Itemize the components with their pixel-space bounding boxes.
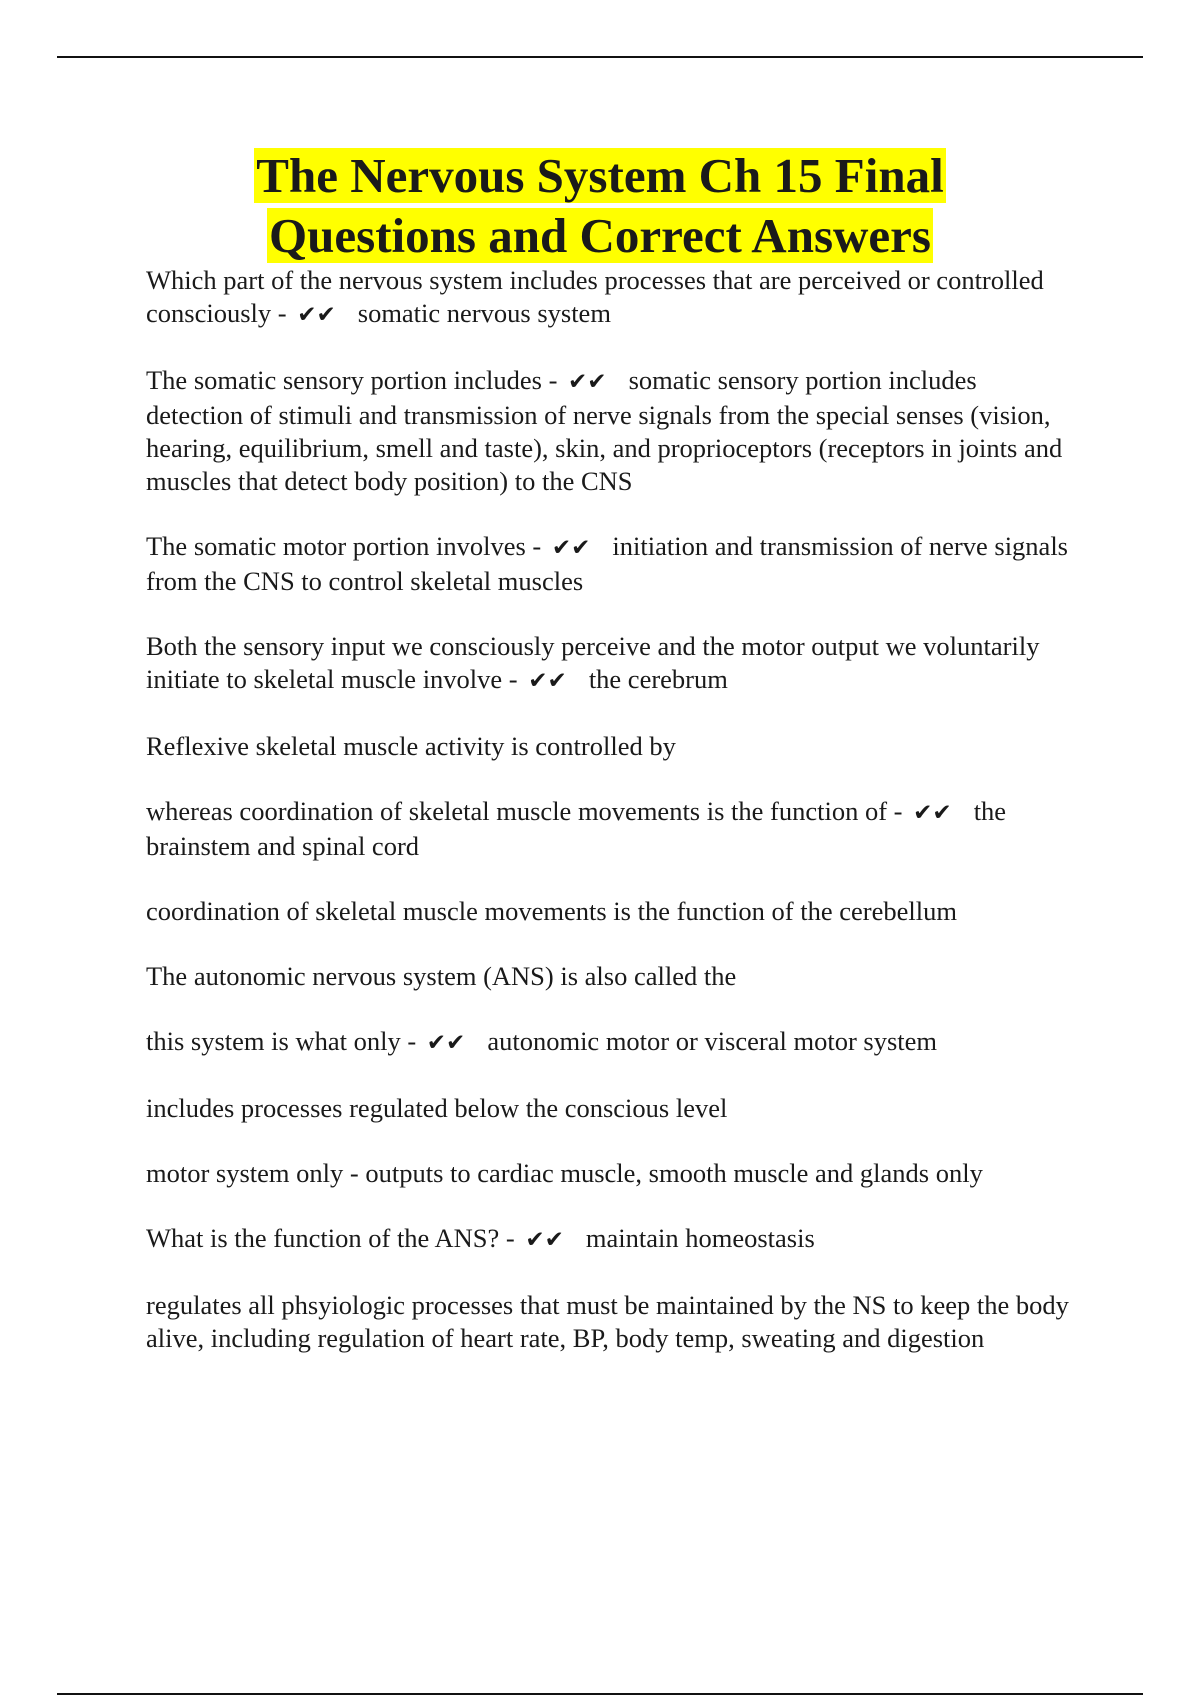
question-text: The somatic sensory portion includes - xyxy=(146,365,565,395)
question-text: whereas coordination of skeletal muscle movements is the function of - xyxy=(146,796,910,826)
qa-entry xyxy=(146,795,1076,863)
answer-text: the brainstem and spinal cord xyxy=(146,796,1007,861)
qa-entry xyxy=(146,264,1076,332)
answer-text: autonomic motor or visceral motor system xyxy=(487,1026,937,1056)
answer-text: somatic sensory portion includes detection of stimuli and transmission of nerve signals from the special senses (vision, hearing, equilibrium, smell and taste), skin, and proprioceptors (receptors in joints and muscles that detect body position) to the CNS xyxy=(146,365,1063,496)
question-text: this system is what only - xyxy=(146,1026,423,1056)
qa-entry xyxy=(146,1222,1076,1257)
qa-list xyxy=(146,264,1076,1387)
qa-entry-text: includes processes regulated below the conscious level xyxy=(146,1093,728,1123)
qa-entry xyxy=(146,1025,1076,1060)
question-text: The somatic motor portion involves - xyxy=(146,531,548,561)
answer-text: somatic nervous system xyxy=(357,298,611,328)
document-title xyxy=(100,146,1100,266)
title-line-1: The Nervous System Ch 15 Final xyxy=(256,148,944,203)
answer-text: initiation and transmission of nerve signals from the CNS to control skeletal muscles xyxy=(146,531,1068,596)
question-text: Both the sensory input we consciously perceive and the motor output we voluntarily initiate to skeletal muscle involve - xyxy=(146,631,1040,694)
bottom-rule xyxy=(57,1693,1143,1695)
answer-text: maintain homeostasis xyxy=(585,1223,815,1253)
qa-entry-text: The autonomic nervous system (ANS) is also called the xyxy=(146,961,737,991)
top-rule xyxy=(57,56,1143,58)
check-icon: ✔✔ xyxy=(525,1227,564,1253)
check-icon: ✔✔ xyxy=(297,302,336,328)
check-icon: ✔✔ xyxy=(528,668,567,694)
qa-entry xyxy=(146,530,1076,598)
qa-entry xyxy=(146,630,1076,698)
qa-entry-text: regulates all phsyiologic processes that must be maintained by the NS to keep the body alive, including regulation of heart rate, BP, body temp, sweating and digestion xyxy=(146,1290,1069,1353)
check-icon: ✔✔ xyxy=(568,369,607,395)
answer-text: the cerebrum xyxy=(588,664,728,694)
qa-entry-text: coordination of skeletal muscle movements is the function of the cerebellum xyxy=(146,896,957,926)
title-line-2: Questions and Correct Answers xyxy=(269,208,931,263)
qa-entry-text: Reflexive skeletal muscle activity is controlled by xyxy=(146,731,676,761)
qa-entry-text: motor system only - outputs to cardiac muscle, smooth muscle and glands only xyxy=(146,1158,983,1188)
qa-entry xyxy=(146,364,1076,498)
check-icon: ✔✔ xyxy=(551,535,591,561)
question-text: Which part of the nervous system includes processes that are perceived or controlled consciously - xyxy=(146,265,1044,328)
question-text: What is the function of the ANS? - xyxy=(146,1223,522,1253)
check-icon: ✔✔ xyxy=(426,1030,466,1056)
check-icon: ✔✔ xyxy=(913,800,952,826)
